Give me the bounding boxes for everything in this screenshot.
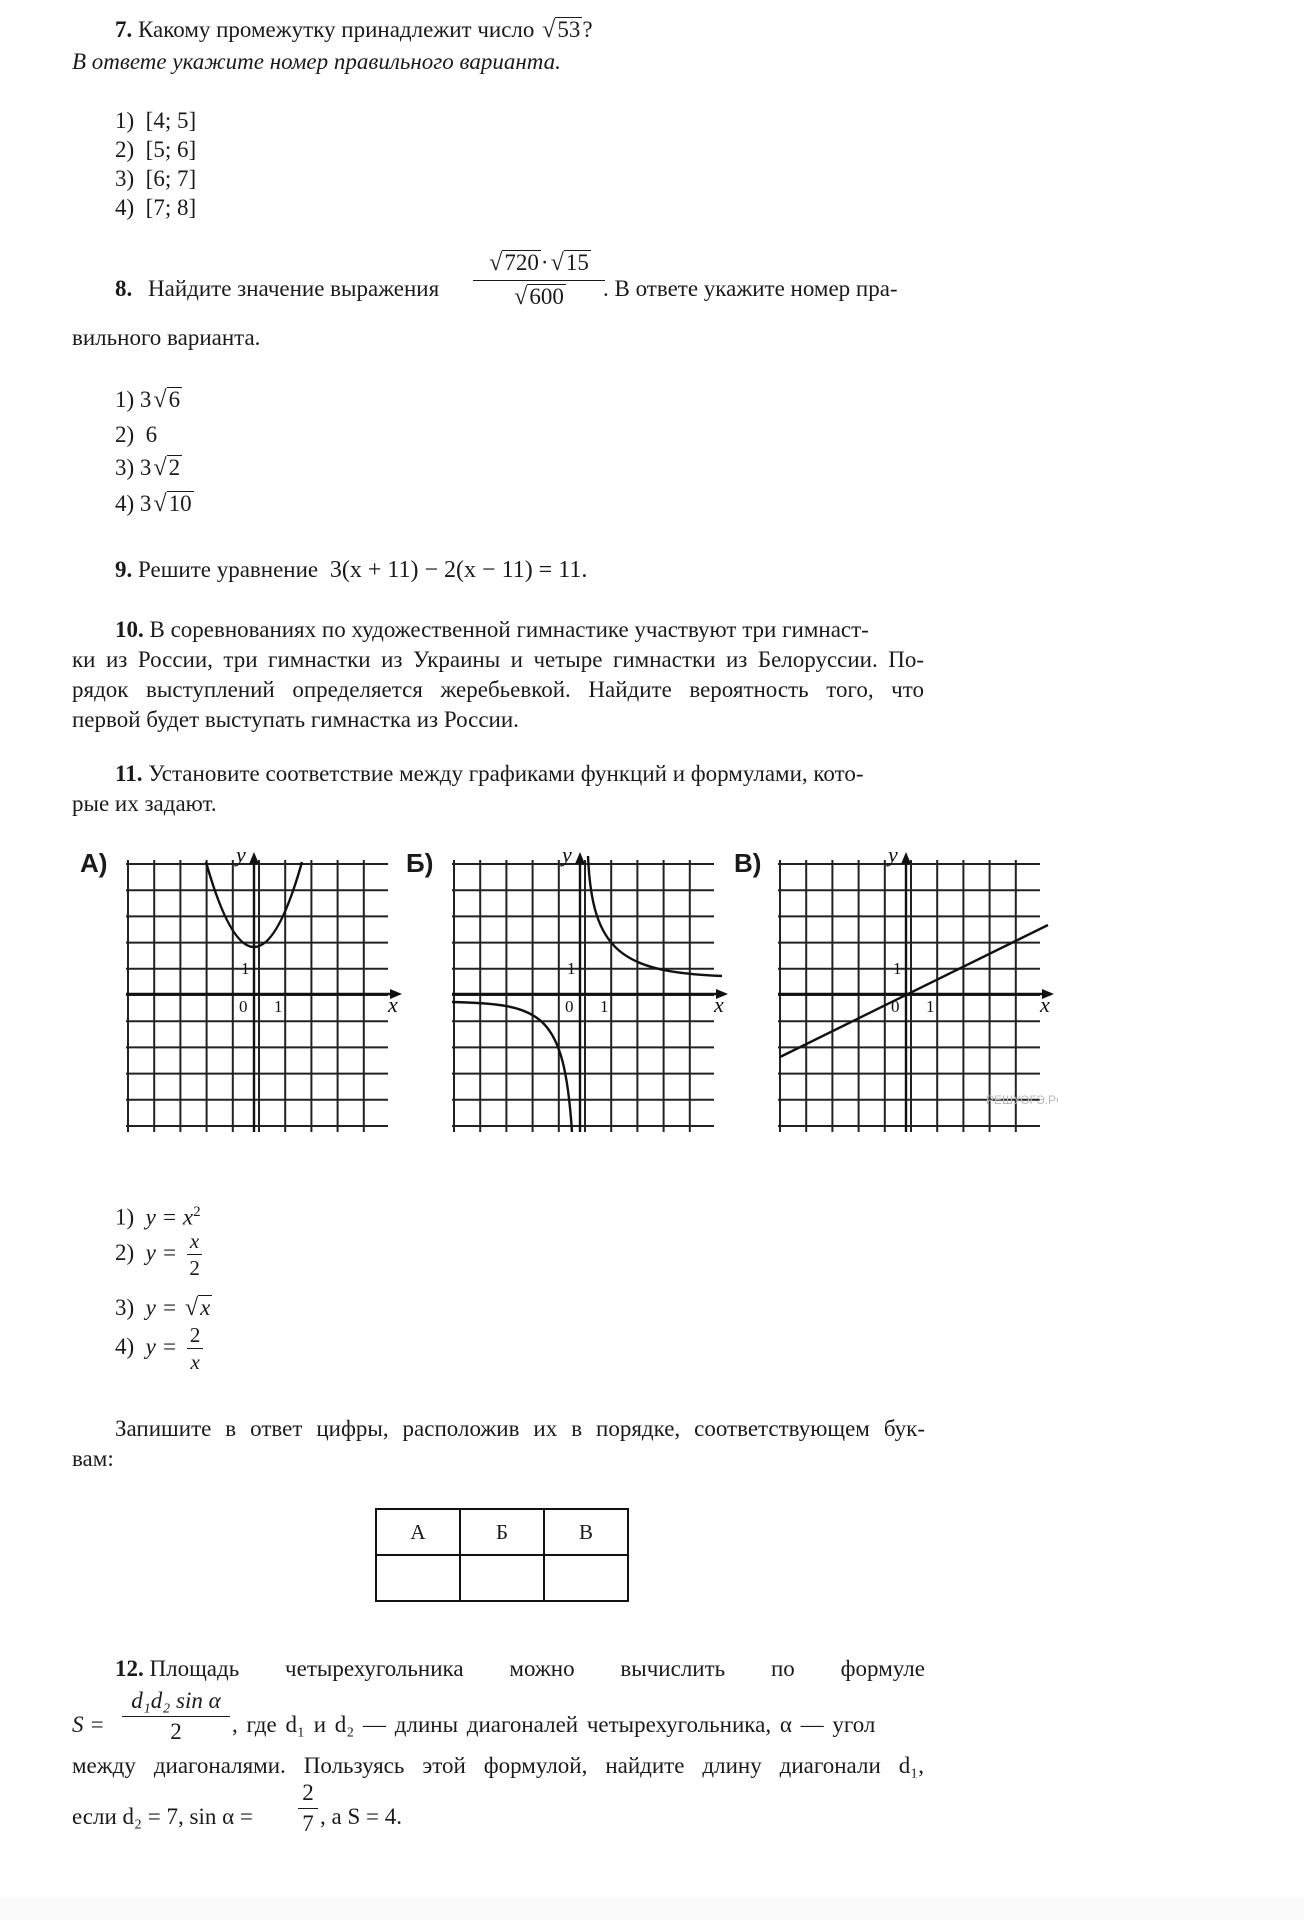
q7-prompt — [115, 17, 593, 42]
q12-line-4-fraction — [298, 1780, 318, 1837]
q11-formula-2: 2) y = $\frac{x}{2}$ — [115, 1230, 206, 1279]
graph-a-tick-one-x: 1 — [274, 997, 283, 1016]
answer-cell-b[interactable] — [460, 1555, 544, 1601]
q12-formula-lhs: S = — [72, 1712, 105, 1737]
q12-line-2: , где d₁ и d₂ — длины диагоналей четырехугольника, α — угол — [232, 1712, 876, 1737]
q12-line-4 — [72, 1780, 472, 1846]
q9-equation: 3(x + 11) − 2(x − 11) = 11. — [329, 557, 588, 583]
q7-radical: √53 — [542, 16, 581, 43]
q11-number: 11. — [115, 761, 143, 786]
graph-b-origin: 0 — [565, 997, 574, 1016]
q8-option-2: 2) 6 — [115, 422, 158, 447]
graph-a-y-label: y — [236, 842, 246, 867]
graph-b-grid — [452, 860, 714, 1132]
watermark: РЕШУОГЭ.РФ — [986, 1093, 1058, 1107]
answer-header-a: А — [376, 1509, 460, 1555]
q7-option-3: 3) [6; 7] — [115, 166, 197, 191]
answer-header-v: В — [544, 1509, 628, 1555]
q7-tail: ? — [582, 17, 593, 42]
q12-line-4-numerator: 2 — [298, 1780, 318, 1809]
answer-grid — [375, 1508, 629, 1602]
q10-line-2: ки из России, три гимнастки из Украины и четыре гимнастки из Белоруссии. По- — [72, 647, 924, 672]
q12-line-3: между диагоналями. Пользуясь этой формулой, найдите длину диагонали d₁, — [72, 1753, 924, 1778]
q10-line-3: рядок выступлений определяется жеребьевкой. Найдите вероятность того, что — [72, 677, 924, 702]
answer-table-header-row — [376, 1509, 628, 1555]
graph-v-svg — [778, 842, 1058, 1142]
q8-option-1: 1) 3√6 — [115, 386, 181, 413]
graph-v-origin: 0 — [891, 997, 900, 1016]
q12-formula-fraction — [122, 1688, 230, 1745]
q8-option-4: 4) 3√10 — [115, 490, 192, 517]
graph-a-tick-one-y: 1 — [241, 959, 250, 978]
graph-b-x-label: x — [714, 992, 724, 1017]
q7-options — [115, 106, 196, 222]
graph-a-origin: 0 — [239, 997, 248, 1016]
graph-v-y-arrow — [901, 852, 911, 864]
q8-denominator: √600 — [514, 283, 564, 310]
q8-text: Найдите значение выражения — [148, 276, 440, 301]
graph-v-y-label: y — [888, 842, 898, 867]
q11-line-1: 11. Установите соответствие между графиками функций и формулами, кото- — [115, 761, 864, 786]
graph-a-x-label: x — [388, 992, 398, 1017]
graph-a-svg — [126, 842, 406, 1142]
q11-record-line-1: Запишите в ответ цифры, расположив их в порядке, соответствующем бук- — [115, 1416, 925, 1441]
q8-option-3: 3) 3√2 — [115, 454, 181, 481]
q7-number: 7. — [115, 17, 133, 42]
q9-text: Решите уравнение — [138, 557, 319, 582]
q12-line-4-a: если d₂ = 7, sin α = — [72, 1804, 253, 1829]
answer-cell-a[interactable] — [376, 1555, 460, 1601]
q12-formula-line — [72, 1688, 926, 1754]
graph-v-tick-one-x: 1 — [926, 997, 935, 1016]
q8-numerator: √720·√15 — [473, 249, 605, 281]
page-bottom-band — [0, 1898, 1304, 1920]
answer-table — [375, 1508, 629, 1602]
answer-header-b: Б — [460, 1509, 544, 1555]
q12-line-4-denominator: 7 — [302, 1811, 314, 1836]
q12-line-1: 12. Площадь четырехугольника можно вычислить по формуле — [115, 1656, 925, 1681]
q12-number-and-word: 12. Площадь — [115, 1656, 240, 1681]
graph-b-label: Б) — [406, 848, 434, 878]
q8-tail: . В ответе укажите номер пра- — [603, 276, 898, 301]
graph-a-grid — [126, 860, 388, 1132]
q8-number: 8. — [115, 276, 133, 301]
graph-b-svg — [452, 842, 732, 1142]
q8-prompt — [115, 249, 925, 321]
q7-option-4: 4) [7; 8] — [115, 195, 197, 220]
graph-a — [126, 842, 406, 1148]
graph-v-x-label: x — [1040, 992, 1050, 1017]
graph-v-label: В) — [734, 848, 762, 878]
graph-b-tick-one-x: 1 — [600, 997, 609, 1016]
graph-b-tick-one-y: 1 — [567, 959, 576, 978]
q11-formula-4: 4) y = $\frac{2}{x}$ — [115, 1324, 207, 1373]
q11-formula-3: 3) y = √x — [115, 1294, 211, 1321]
q8-expression — [473, 249, 605, 311]
graph-b-y-arrow — [575, 852, 585, 864]
q11-formulas — [115, 1198, 315, 1388]
graph-b-y-label: y — [562, 842, 572, 867]
q7-radicand: 53 — [557, 17, 581, 42]
q8-tail-line2: вильного варианта. — [72, 325, 261, 350]
q12-formula-numerator: d₁d₂ sin α — [122, 1688, 230, 1717]
graph-b — [452, 842, 732, 1148]
q12-formula-denominator: 2 — [170, 1719, 182, 1744]
graph-v-tick-one-y: 1 — [893, 959, 902, 978]
graph-v-curve — [780, 925, 1048, 1057]
graph-v — [778, 842, 1058, 1148]
graph-v-grid — [778, 860, 1040, 1132]
graph-a-label: А) — [80, 848, 108, 878]
q9-prompt — [115, 558, 587, 582]
q11-record-line-2: вам: — [72, 1446, 114, 1471]
q12-line-4-b: , а S = 4. — [320, 1804, 402, 1829]
q10-number: 10. — [115, 617, 144, 642]
q7-option-1: 1) [4; 5] — [115, 108, 197, 133]
graph-a-y-arrow — [249, 852, 259, 864]
q9-number: 9. — [115, 557, 133, 582]
q11-formula-1: 1) $y = x^2$ — [115, 1204, 201, 1230]
q7-text: Какому промежутку принадлежит число — [138, 17, 535, 42]
q11-line-2: рые их задают. — [72, 791, 217, 816]
q7-option-2: 2) [5; 6] — [115, 137, 197, 162]
q10-line-4: первой будет выступать гимнастка из России. — [72, 707, 519, 732]
q10-line-1: 10. В соревнованиях по художественной гимнастике участвуют три гимнаст- — [115, 617, 869, 642]
answer-table-input-row — [376, 1555, 628, 1601]
q7-instruction: В ответе укажите номер правильного варианта. — [72, 49, 561, 74]
answer-cell-v[interactable] — [544, 1555, 628, 1601]
